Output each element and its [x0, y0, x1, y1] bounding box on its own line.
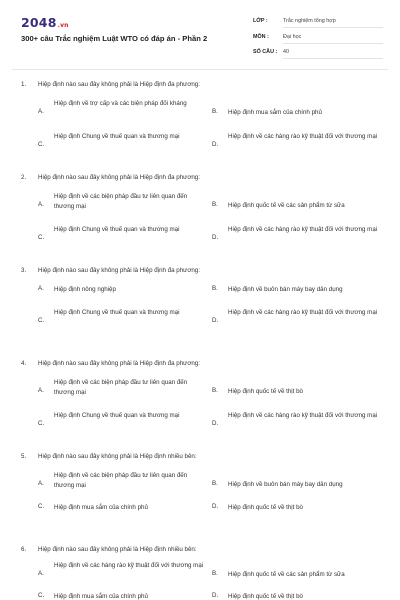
document-title: 300+ câu Trắc nghiệm Luật WTO có đáp án - Phần 2 [21, 34, 208, 43]
question-number: 4. [21, 360, 27, 367]
option-text: Hiệp định Chung về thuế quan và thương mại [54, 226, 180, 233]
option-text: Hiệp định mua sắm của chính phủ [228, 109, 322, 116]
meta-label: LỚP : [253, 18, 268, 24]
option-letter: D. [212, 420, 219, 427]
option-letter: D. [212, 592, 219, 599]
option-letter: C. [38, 592, 45, 599]
option-text: Hiệp định mua sắm của chính phủ [54, 504, 148, 511]
option-letter: A. [38, 108, 44, 115]
option-text: Hiệp định nông nghiệp [54, 286, 116, 293]
option-letter: A. [38, 201, 44, 208]
header-divider [12, 69, 388, 70]
option-text: Hiệp định quốc tế về thịt bò [228, 504, 303, 511]
meta-value: Trắc nghiệm tổng hợp [283, 18, 336, 24]
question-text: Hiệp định nào sau đây không phải là Hiệp định đa phương: [38, 267, 200, 274]
option-letter: A. [38, 480, 44, 487]
option-text: Hiệp định về buôn bán máy bay dân dụng [228, 481, 343, 488]
option-text: Hiệp định Chung về thuế quan và thương mại [54, 309, 180, 316]
question-number: 6. [21, 546, 27, 553]
question-text: Hiệp định nào sau đây không phải là Hiệp định đa phương: [38, 360, 200, 367]
option-text: Hiệp định về các hàng rào kỹ thuật đối với thương mại [228, 133, 378, 140]
question-text: Hiệp định nào sau đây không phải là Hiệp định nhiều bên: [38, 453, 197, 460]
question-item [0, 542, 400, 600]
option-letter: B. [212, 570, 218, 577]
question-item [0, 77, 400, 170]
meta-question-count [253, 46, 383, 59]
meta-label: SỐ CÂU : [253, 49, 278, 55]
option-text: Hiệp định quốc tế về thịt bò [228, 593, 303, 600]
meta-value: 40 [283, 49, 289, 55]
option-letter: B. [212, 201, 218, 208]
question-item [0, 356, 400, 449]
option-text: Hiệp định mua sắm của chính phủ [54, 593, 148, 600]
meta-underline [283, 43, 383, 44]
question-number: 1. [21, 81, 27, 88]
option-text: Hiệp định Chung về thuế quan và thương mại [54, 133, 180, 140]
option-letter: B. [212, 285, 218, 292]
option-text: Hiệp định về các hàng rào kỹ thuật đối với thương mại [228, 226, 378, 233]
meta-underline [283, 58, 383, 59]
option-letter: A. [38, 570, 44, 577]
option-letter: D. [212, 317, 219, 324]
question-text: Hiệp định nào sau đây không phải là Hiệp định đa phương: [38, 81, 200, 88]
option-letter: B. [212, 480, 218, 487]
meta-class [253, 15, 383, 28]
question-text: Hiệp định nào sau đây không phải là Hiệp định nhiều bên: [38, 546, 197, 553]
question-number: 5. [21, 453, 27, 460]
option-text: Hiệp định về buôn bán máy bay dân dụng [228, 286, 343, 293]
option-letter: C. [38, 503, 45, 510]
question-item [0, 263, 400, 356]
site-logo[interactable] [21, 15, 69, 30]
option-text: Hiệp định quốc tế về các sản phẩm từ sữa [228, 571, 345, 578]
logo-suffix: .vn [57, 22, 69, 29]
option-letter: A. [38, 285, 44, 292]
option-text: Hiệp định về các biện pháp đầu tư liên quan đến thương mại [54, 379, 188, 396]
question-list [0, 77, 400, 600]
question-number: 3. [21, 267, 27, 274]
option-text: Hiệp định về các hàng rào kỹ thuật đối với thương mại [228, 309, 378, 316]
logo-text: 2048 [21, 15, 57, 30]
option-text: Hiệp định về các hàng rào kỹ thuật đối với thương mại [54, 562, 204, 569]
option-text: Hiệp định về các hàng rào kỹ thuật đối với thương mại [228, 412, 378, 419]
question-number: 2. [21, 174, 27, 181]
option-letter: A. [38, 387, 44, 394]
meta-subject [253, 31, 383, 44]
option-letter: C. [38, 317, 45, 324]
option-text: Hiệp định quốc tế về các sản phẩm từ sữa [228, 202, 345, 209]
question-item [0, 449, 400, 542]
option-text: Hiệp định về các biện pháp đầu tư liên quan đến thương mại [54, 472, 188, 489]
meta-label: MÔN : [253, 34, 269, 40]
option-text: Hiệp định về các biện pháp đầu tư liên quan đến thương mại [54, 193, 188, 210]
page-header [0, 0, 400, 70]
option-text: Hiệp định quốc tế về thịt bò [228, 388, 303, 395]
question-text: Hiệp định nào sau đây không phải là Hiệp định đa phương: [38, 174, 200, 181]
meta-value: Đại học [283, 34, 302, 40]
option-letter: B. [212, 108, 218, 115]
question-item [0, 170, 400, 263]
option-letter: D. [212, 141, 219, 148]
option-letter: C. [38, 141, 45, 148]
meta-underline [283, 27, 383, 28]
option-letter: D. [212, 234, 219, 241]
option-letter: B. [212, 387, 218, 394]
option-text: Hiệp định Chung về thuế quan và thương mại [54, 412, 180, 419]
option-text: Hiệp định về trợ cấp và các biện pháp đối kháng [54, 100, 187, 107]
option-letter: C. [38, 234, 45, 241]
option-letter: C. [38, 420, 45, 427]
option-letter: D. [212, 503, 219, 510]
